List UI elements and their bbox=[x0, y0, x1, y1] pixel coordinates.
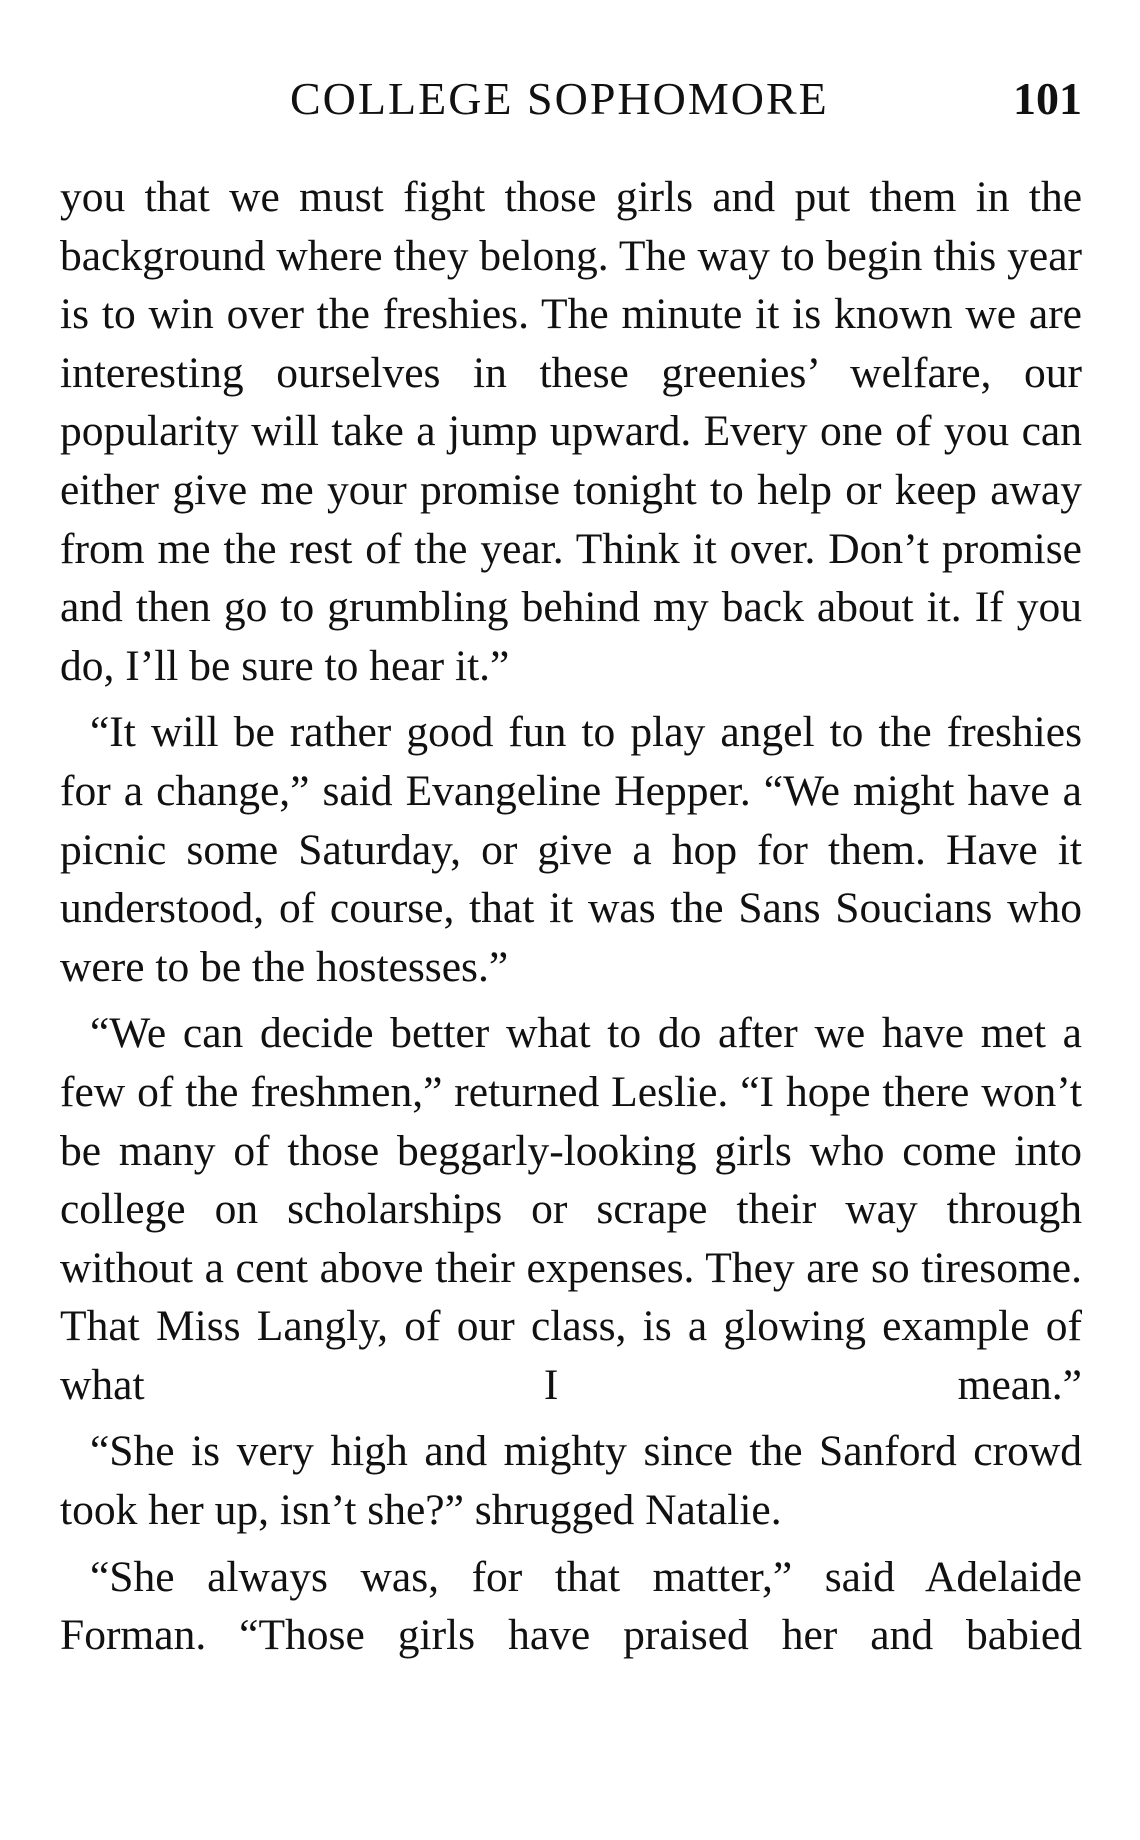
running-head: COLLEGE SOPHOMORE bbox=[290, 73, 829, 124]
paragraph-5: “She always was, for that matter,” said Adelaide Forman. “Those girls have praised her and babied bbox=[60, 1552, 1082, 1660]
paragraph-3: “We can decide better what to do after we have met a few of the freshmen,” returned Leslie. “I hope there won’t be many of those beggarly-looking girls who come into college on scholarships or scrape their way through without a cent above their expenses. They are so tiresome. That Miss Langly, of our class, is a glowing example of what I mean.” bbox=[60, 1009, 1082, 1409]
paragraph-2: “It will be rather good fun to play angel to the freshies for a change,” said Evangeline Hepper. “We might have a picnic some Saturday, or give a hop for them. Have it understood, of course, that it was the Sans Soucians who were to be the hostesses.” bbox=[60, 708, 1082, 991]
page-number: 101 bbox=[1013, 73, 1082, 124]
body-text bbox=[60, 168, 1082, 1665]
paragraph-4: “She is very high and mighty since the Sanford crowd took her up, isn’t she?” shrugged Natalie. bbox=[60, 1427, 1082, 1535]
page-header bbox=[60, 72, 1082, 132]
paragraph-1: you that we must fight those girls and put them in the background where they belong. The way to begin this year is to win over the freshies. The minute it is known we are interesting ourselves in these greenies’ welfare, our popularity will take a jump upward. Every one of you can either give me your promise tonight to help or keep away from me the rest of the year. Think it over. Don’t promise and then go to grumbling behind my back about it. If you do, I’ll be sure to hear it.” bbox=[60, 173, 1082, 690]
